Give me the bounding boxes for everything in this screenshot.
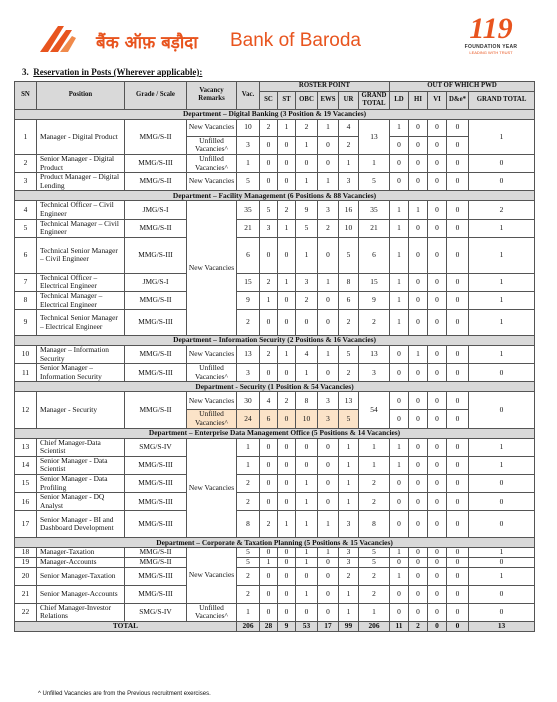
position-name: Manager – Information Security xyxy=(37,346,125,364)
table-row: 13 Chief Manager-Data Scientist SMG/S-IV New Vacancies 1 0 0 0 0 1 1 1 0 0 0 1 xyxy=(15,438,535,456)
header-roster-point: ROSTER POINT xyxy=(260,82,390,92)
header-position: Position xyxy=(37,82,125,110)
position-name: Senior Manager - DQ Analyst xyxy=(37,493,125,511)
department-header: Department – Information Security (2 Positions & 16 Vacancies) xyxy=(15,336,535,346)
table-row: 17 Senior Manager - BI and Dashboard Development MMG/S-III 8 2 1 1 1 3 8 0 0 0 0 0 xyxy=(15,511,535,538)
position-name: Manager-Accounts xyxy=(37,558,125,568)
header-sn: SN xyxy=(15,82,37,110)
position-name: Chief Manager-Data Scientist xyxy=(37,438,125,456)
header-pwd: OUT OF WHICH PWD xyxy=(390,82,535,92)
header-pwd-total: GRAND TOTAL xyxy=(469,91,535,109)
department-header: Department – Digital Banking (3 Position & 19 Vacancies) xyxy=(15,109,535,119)
header-ld: LD xyxy=(390,91,409,109)
position-name: Senior Manager - Digital Product xyxy=(37,154,125,172)
position-name: Senior Manager - Data Profiling xyxy=(37,475,125,493)
table-row: 21 Senior Manager-Accounts MMG/S-III 2 0 0 1 0 1 2 0 0 0 0 0 xyxy=(15,585,535,603)
footnote: ^ Unfilled Vacancies are from the Previous recruitment exercises. xyxy=(38,691,211,697)
anniversary-label: FOUNDATION YEAR xyxy=(464,44,518,50)
table-row: 2 Senior Manager - Digital Product MMG/S-III Unfilled Vacancies^ 1 0 0 0 0 1 1 0 0 0 0 0 xyxy=(15,154,535,172)
department-header: Department - Security (1 Position & 54 Vacancies) xyxy=(15,382,535,392)
position-name: Senior Manager - Data Scientist xyxy=(37,456,125,474)
department-header: Department – Corporate & Taxation Planning (5 Positions & 15 Vacancies) xyxy=(15,538,535,548)
header-st: ST xyxy=(278,91,296,109)
header-dde: D&e* xyxy=(447,91,469,109)
table-row: 8 Technical Manager – Electrical Engineer MMG/S-II 9 1 0 2 0 6 9 1 0 0 0 1 xyxy=(15,291,535,309)
table-row: 15 Senior Manager - Data Profiling MMG/S-III 2 0 0 1 0 1 2 0 0 0 0 0 xyxy=(15,475,535,493)
position-name: Technical Officer – Civil Engineer xyxy=(37,201,125,219)
total-label: TOTAL xyxy=(15,621,237,631)
section-heading: Reservation in Posts (Wherever applicable): xyxy=(33,67,203,77)
table-row: 6 Technical Senior Manager – Civil Engineer MMG/S-III 6 0 0 1 0 5 6 1 0 0 0 1 xyxy=(15,237,535,273)
position-name: Product Manager – Digital Lending xyxy=(37,173,125,191)
table-row: Unfilled Vacancies^ 24 6 0 10 3 5 0 0 0 0 xyxy=(15,410,535,428)
department-header: Department – Facility Management (6 Positions & 88 Vacancies) xyxy=(15,191,535,201)
table-row: 10 Manager – Information Security MMG/S-II New Vacancies 13 2 1 4 1 5 13 0 1 0 0 1 xyxy=(15,346,535,364)
anniversary-badge xyxy=(456,14,526,55)
total-row: TOTAL 206 28 9 53 17 99 206 11 2 0 0 13 xyxy=(15,621,535,631)
page-header xyxy=(0,0,557,64)
position-name: Technical Officer – Electrical Engineer xyxy=(37,273,125,291)
position-name: Technical Manager – Civil Engineer xyxy=(37,219,125,237)
anniversary-number: 119 xyxy=(469,12,513,45)
brand-name-hindi: बैंक ऑफ़ बड़ौदा xyxy=(96,33,198,53)
table-row: 22 Chief Manager-Investor Relations SMG/S-IV Unfilled Vacancies^ 1 0 0 0 0 1 1 0 0 0 0 0 xyxy=(15,603,535,621)
table-row: 19 Manager-Accounts MMG/S-II 5 1 0 1 0 3 5 0 0 0 0 0 xyxy=(15,558,535,568)
header-vacancy-remarks: Vacancy Remarks xyxy=(187,82,237,110)
header-ur: UR xyxy=(339,91,359,109)
table-row: Unfilled Vacancies^ 3 0 0 1 0 2 0 0 0 0 xyxy=(15,136,535,154)
table-row: 18 Manager-Taxation MMG/S-II New Vacancies 5 0 0 1 1 3 5 1 0 0 0 1 xyxy=(15,548,535,558)
table-row: 4 Technical Officer – Civil Engineer JMG/S-I New Vacancies 35 5 2 9 3 16 35 1 1 0 0 2 xyxy=(15,201,535,219)
header-sc: SC xyxy=(260,91,278,109)
table-row: 12 Manager - Security MMG/S-II New Vacancies 30 4 2 8 3 13 54 0 0 0 0 0 xyxy=(15,392,535,410)
header-obc: OBC xyxy=(296,91,318,109)
position-name: Senior Manager – Information Security xyxy=(37,364,125,382)
table-row: 3 Product Manager – Digital Lending MMG/S-II New Vacancies 5 0 0 1 1 3 5 0 0 0 0 0 xyxy=(15,173,535,191)
anniversary-tagline: LEADING WITH TRUST xyxy=(469,50,513,55)
position-name: Technical Senior Manager – Electrical Engineer xyxy=(37,310,125,336)
position-name: Manager-Taxation xyxy=(37,548,125,558)
position-name: Senior Manager-Accounts xyxy=(37,585,125,603)
table-row: 16 Senior Manager - DQ Analyst MMG/S-III 2 0 0 1 0 1 2 0 0 0 0 0 xyxy=(15,493,535,511)
table-row: 11 Senior Manager – Information Security MMG/S-III Unfilled Vacancies^ 3 0 0 1 0 2 3 0 0 0 0 0 xyxy=(15,364,535,382)
position-name: Chief Manager-Investor Relations xyxy=(37,603,125,621)
header-ews: EWS xyxy=(318,91,339,109)
table-row: 9 Technical Senior Manager – Electrical Engineer MMG/S-III 2 0 0 0 0 2 2 1 0 0 0 1 xyxy=(15,310,535,336)
bank-of-baroda-logo-icon xyxy=(38,22,78,56)
position-name: Senior Manager-Taxation xyxy=(37,567,125,585)
table-row: 7 Technical Officer – Electrical Engineer JMG/S-I 15 2 1 3 1 8 15 1 0 0 0 1 xyxy=(15,273,535,291)
section-title xyxy=(22,67,202,77)
table-row: 1 Manager - Digital Product MMG/S-II New Vacancies 10 2 1 2 1 4 13 1 0 0 0 1 xyxy=(15,119,535,136)
table-row: 5 Technical Manager – Civil Engineer MMG/S-II 21 3 1 5 2 10 21 1 0 0 0 1 xyxy=(15,219,535,237)
header-vi: VI xyxy=(428,91,447,109)
header-grade: Grade / Scale xyxy=(125,82,187,110)
position-name: Senior Manager - BI and Dashboard Development xyxy=(37,511,125,538)
header-vac: Vac. xyxy=(237,82,260,110)
table-row: 14 Senior Manager - Data Scientist MMG/S-III 1 0 0 0 0 1 1 1 0 0 0 1 xyxy=(15,456,535,474)
reservation-table xyxy=(14,81,535,632)
brand-name-english: Bank of Baroda xyxy=(230,30,361,51)
position-name: Technical Manager – Electrical Engineer xyxy=(37,291,125,309)
header-grand-total: GRAND TOTAL xyxy=(359,91,390,109)
department-header: Department – Enterprise Data Management Office (5 Positions & 14 Vacancies) xyxy=(15,428,535,438)
table-row: 20 Senior Manager-Taxation MMG/S-III 2 0 0 0 0 2 2 1 0 0 0 1 xyxy=(15,567,535,585)
header-hi: HI xyxy=(409,91,428,109)
section-number: 3. xyxy=(22,67,29,77)
position-name: Technical Senior Manager – Civil Engineer xyxy=(37,237,125,273)
